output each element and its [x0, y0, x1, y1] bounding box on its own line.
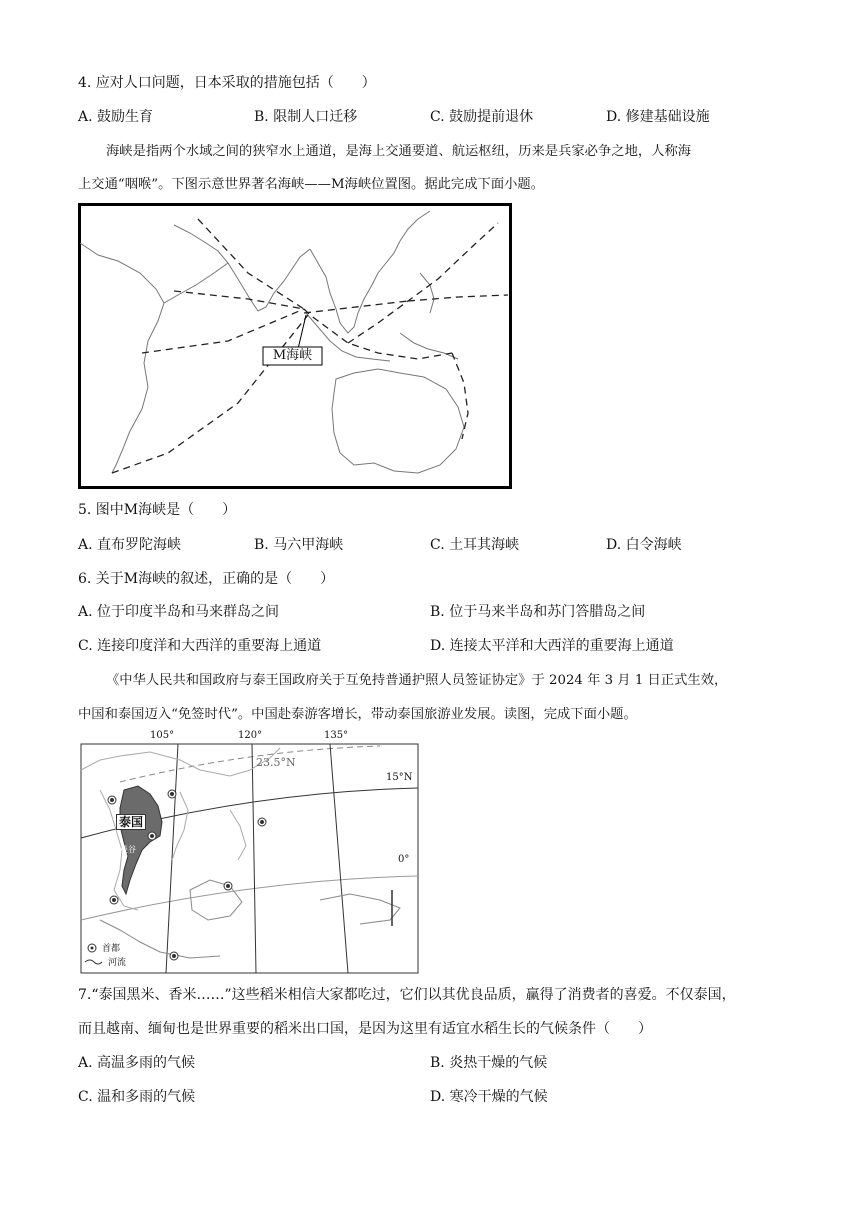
q7-option-d: D. 寒冷干燥的气候 — [430, 1089, 548, 1105]
q6-option-b: B. 位于马来半岛和苏门答腊岛之间 — [430, 604, 646, 620]
q7-option-a: A. 高温多雨的气候 — [78, 1055, 196, 1071]
lat-0-label: 0° — [398, 854, 410, 865]
passage-1-line-2: 上交通“咽喉”。下图示意世界著名海峡——M海峡位置图。据此完成下面小题。 — [78, 177, 545, 192]
lat-15-label: 15°N — [386, 772, 413, 783]
lon-120-label: 120° — [238, 730, 263, 741]
question-6-stem: 6. 关于M海峡的叙述，正确的是（ ） — [78, 571, 335, 587]
question-5-stem: 5. 图中M海峡是（ ） — [78, 502, 237, 518]
q6-option-d: D. 连接太平洋和大西洋的重要海上通道 — [430, 638, 674, 654]
q5-option-d: D. 白令海峡 — [606, 537, 682, 553]
q5-option-c: C. 土耳其海峡 — [430, 537, 520, 553]
m-strait-label: M海峡 — [272, 348, 313, 363]
q7-option-c: C. 温和多雨的气候 — [78, 1089, 196, 1105]
bangkok-label: 曼谷 — [120, 845, 136, 854]
lon-105-label: 105° — [150, 730, 175, 741]
q4-option-d: D. 修建基础设施 — [606, 109, 710, 125]
q7-option-b: B. 炎热干燥的气候 — [430, 1055, 548, 1071]
tropic-label: 23.5°N — [256, 756, 296, 769]
q4-option-c: C. 鼓励提前退休 — [430, 109, 534, 125]
legend-capital-label: 首都 — [102, 944, 121, 954]
q4-option-a: A. 鼓励生育 — [78, 109, 154, 125]
thailand-map — [80, 730, 420, 974]
question-7-stem-line-1: 7.“泰国黑米、香米……”这些稻米相信大家都吃过，它们以其优良品质，赢得了消费者的喜爱。不仅泰国， — [78, 987, 736, 1003]
q5-option-b: B. 马六甲海峡 — [254, 537, 344, 553]
legend-river-label: 河流 — [108, 958, 127, 968]
thailand-label: 泰国 — [116, 814, 146, 830]
question-7-stem-line-2: 而且越南、缅甸也是世界重要的稻米出口国，是因为这里有适宜水稻生长的气候条件（ ） — [78, 1021, 652, 1037]
passage-2-line-2: 中国和泰国迈入“免签时代”。中国赴泰游客增长，带动泰国旅游业发展。读图，完成下面小题。 — [78, 707, 637, 722]
q6-option-c: C. 连接印度洋和大西洋的重要海上通道 — [78, 638, 322, 654]
question-4-stem: 4. 应对人口问题，日本采取的措施包括（ ） — [78, 75, 376, 91]
lon-135-label: 135° — [324, 730, 349, 741]
strait-location-map — [78, 203, 512, 489]
map-frame — [80, 205, 511, 488]
q6-option-a: A. 位于印度半岛和马来群岛之间 — [78, 604, 280, 620]
q5-option-a: A. 直布罗陀海峡 — [78, 537, 182, 553]
q4-option-b: B. 限制人口迁移 — [254, 109, 358, 125]
passage-1-line-1: 海峡是指两个水域之间的狭窄水上通道，是海上交通要道、航运枢纽，历来是兵家必争之地，人称海 — [106, 144, 692, 159]
passage-2-line-1: 《中华人民共和国政府与泰王国政府关于互免持普通护照人员签证协定》于 2024 年 3 月 1 日正式生效， — [106, 673, 728, 688]
